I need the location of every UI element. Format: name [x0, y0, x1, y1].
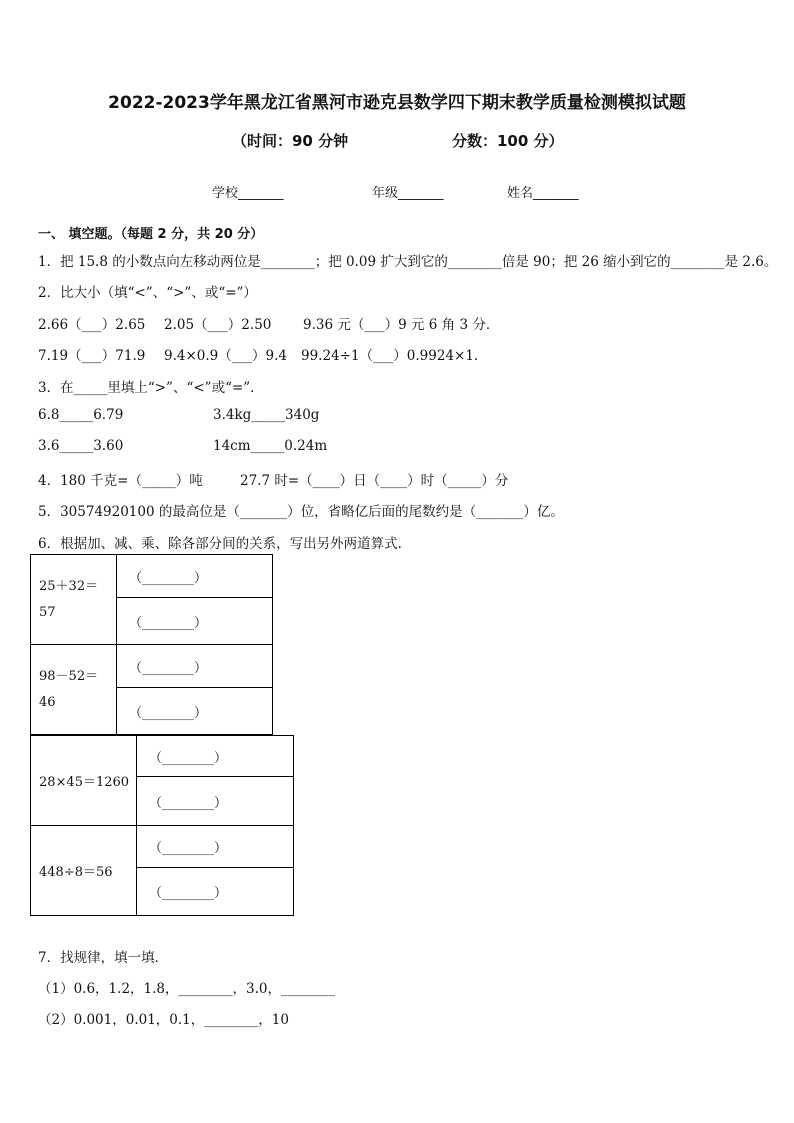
q3-item: 6.8_____6.79 [38, 407, 124, 423]
q2-item: 9.36 元（___）9 元 6 角 3 分． [303, 317, 500, 333]
q6-table-add-sub [30, 554, 273, 735]
grade-field: 年级_______ [372, 186, 444, 201]
q6-table-mul-div [30, 735, 294, 916]
question-7-2: （2）0.001，0.01，0.1，________，10 [38, 1012, 289, 1028]
answer-blank: （________） [117, 555, 273, 598]
answer-blank: （________） [117, 688, 273, 735]
page-title: 2022-2023学年黑龙江省黑河市逊克县数学四下期末教学质量检测模拟试题 [108, 93, 686, 113]
section-title: 一、 填空题。（每题 2 分，共 20 分） [38, 227, 264, 242]
answer-blank: （________） [117, 645, 273, 688]
q2-item: 2.66（___）2.65 [38, 317, 146, 333]
q3-item: 3.4kg_____340g [213, 407, 320, 423]
question-7: 7．找规律，填一填． [38, 950, 169, 966]
q3-item: 14cm_____0.24m [213, 438, 328, 454]
question-4b: 27.7 时=（____）日（____）时（_____）分 [240, 473, 509, 489]
equation-cell: 25＋32＝ 57 [31, 555, 117, 645]
q2-item: 7.19（___）71.9 [38, 348, 146, 364]
question-3: 3．在_____里填上“>”、“<”或“=”． [38, 380, 264, 396]
question-6: 6．根据加、减、乘、除各部分间的关系，写出另外两道算式． [38, 536, 412, 552]
equation-cell: 98－52＝ 46 [31, 645, 117, 735]
question-4a: 4．180 千克=（_____）吨 [38, 473, 203, 489]
q2-item: 2.05（___）2.50 [164, 317, 272, 333]
question-5: 5．30574920100 的最高位是（_______）位，省略亿后面的尾数约是（_______）亿。 [38, 504, 564, 520]
name-field: 姓名_______ [507, 186, 579, 201]
answer-blank: （________） [137, 777, 294, 826]
answer-blank: （________） [117, 598, 273, 645]
answer-blank: （________） [137, 826, 294, 868]
question-1: 1．把 15.8 的小数点向左移动两位是________；把 0.09 扩大到它的________倍是 90；把 26 缩小到它的________是 2.6。 [38, 254, 778, 270]
question-2: 2．比大小（填“<”、“>”、或“=”） [38, 285, 257, 301]
equation-cell: 448÷8＝56 [31, 826, 137, 916]
question-7-1: （1）0.6，1.2，1.8，________，3.0，________ [38, 981, 335, 997]
exam-time: （时间：90 分钟 [232, 132, 349, 150]
q3-item: 3.6_____3.60 [38, 438, 124, 454]
q2-item: 99.24÷1（___）0.9924×1． [301, 348, 488, 364]
equation-cell: 28×45＝1260 [31, 736, 137, 826]
exam-score: 分数：100 分） [452, 132, 564, 150]
q2-item: 9.4×0.9（___）9.4 [164, 348, 287, 364]
answer-blank: （________） [137, 736, 294, 777]
school-field: 学校_______ [212, 186, 284, 201]
answer-blank: （________） [137, 868, 294, 916]
